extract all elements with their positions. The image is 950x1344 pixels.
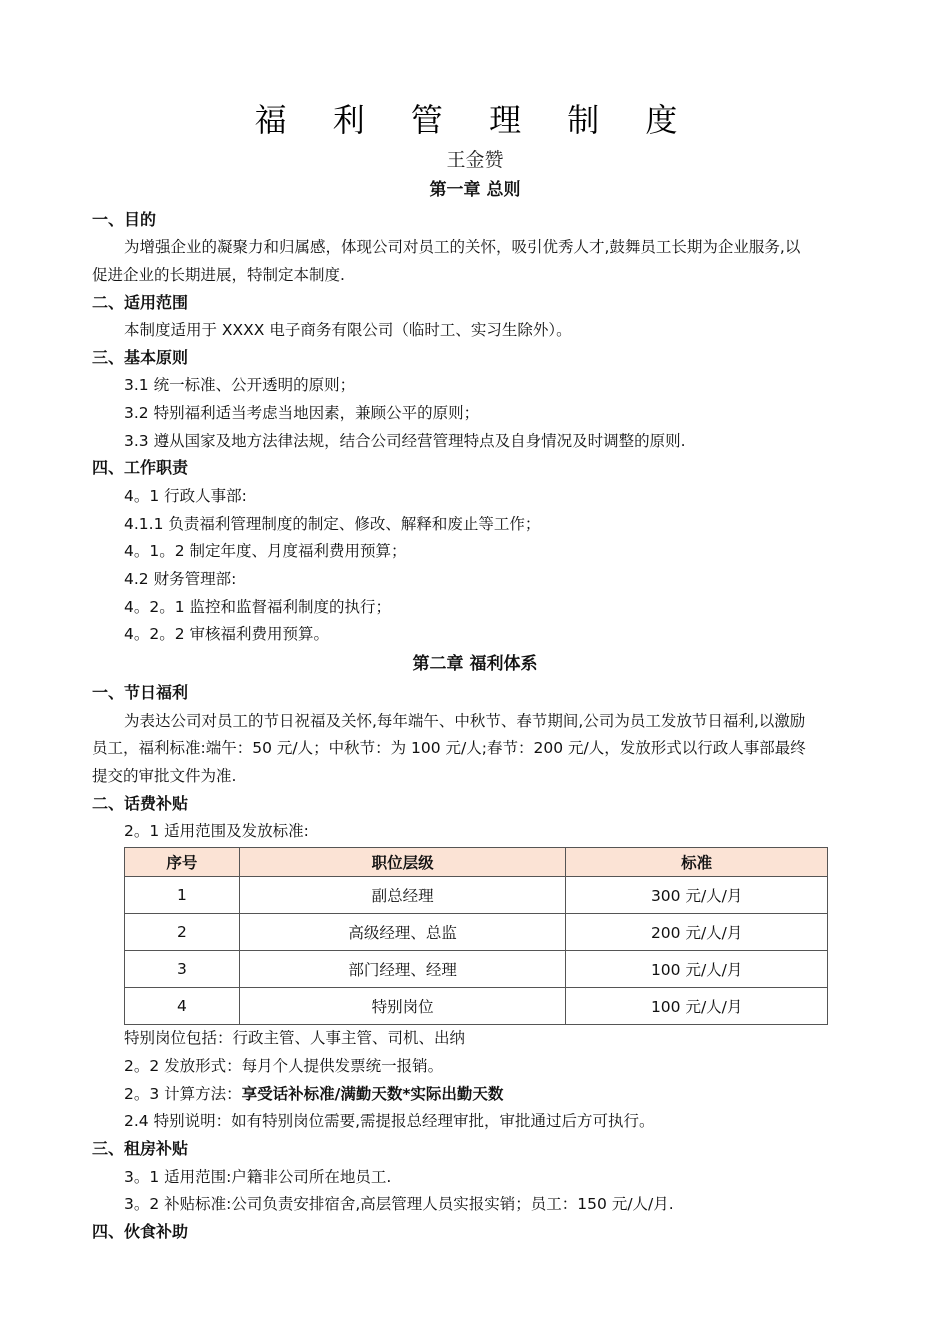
paragraph-line: 3。2 补贴标准:公司负责安排宿舍,高层管理人员实报实销；员工：150 元/人/月. bbox=[124, 1195, 674, 1213]
table-cell: 部门经理、经理 bbox=[239, 951, 566, 988]
paragraph-line bbox=[124, 1081, 503, 1107]
paragraph-line: 提交的审批文件为准. bbox=[92, 767, 237, 785]
section-heading: 二、适用范围 bbox=[92, 293, 189, 312]
table-cell: 副总经理 bbox=[239, 877, 566, 914]
table-cell: 特别岗位 bbox=[239, 988, 566, 1025]
section-heading: 一、节日福利 bbox=[92, 683, 189, 702]
section-heading: 一、目的 bbox=[92, 210, 157, 229]
section-heading: 四、工作职责 bbox=[92, 458, 189, 477]
paragraph-line: 4。2。1 监控和监督福利制度的执行； bbox=[124, 598, 392, 616]
document-author: 王金赞 bbox=[446, 149, 504, 171]
table-header-cell: 职位层级 bbox=[239, 848, 566, 877]
table-cell: 200 元/人/月 bbox=[566, 914, 828, 951]
paragraph-line: 3.3 遵从国家及地方法律法规，结合公司经营管理特点及自身情况及时调整的原则. bbox=[124, 432, 686, 450]
table-row bbox=[125, 951, 828, 988]
paragraph-line: 本制度适用于 XXXX 电子商务有限公司（临时工、实习生除外）。 bbox=[124, 321, 572, 339]
paragraph-line: 2。2 发放形式：每月个人提供发票统一报销。 bbox=[124, 1057, 444, 1075]
table-cell: 300 元/人/月 bbox=[566, 877, 828, 914]
table-header-row bbox=[125, 848, 828, 877]
paragraph-line: 3.1 统一标准、公开透明的原则； bbox=[124, 376, 356, 394]
section-heading: 三、租房补贴 bbox=[92, 1139, 189, 1158]
formula-label: 2。3 计算方法： bbox=[124, 1085, 242, 1103]
paragraph-line: 4。1。2 制定年度、月度福利费用预算； bbox=[124, 542, 407, 560]
table-header-cell: 序号 bbox=[125, 848, 240, 877]
table-cell: 2 bbox=[125, 914, 240, 951]
table-row bbox=[125, 988, 828, 1025]
table-cell: 100 元/人/月 bbox=[566, 951, 828, 988]
paragraph-line: 特别岗位包括：行政主管、人事主管、司机、出纳 bbox=[124, 1029, 466, 1047]
paragraph-line: 4。2。2 审核福利费用预算。 bbox=[124, 625, 330, 643]
table-header-cell: 标准 bbox=[566, 848, 828, 877]
table-cell: 1 bbox=[125, 877, 240, 914]
chapter-heading-2: 第二章 福利体系 bbox=[412, 654, 538, 674]
paragraph-line: 4.1.1 负责福利管理制度的制定、修改、解释和废止等工作； bbox=[124, 515, 541, 533]
paragraph-line: 为表达公司对员工的节日祝福及关怀,每年端午、中秋节、春节期间,公司为员工发放节日福利,以激励 bbox=[124, 712, 806, 730]
table-cell: 4 bbox=[125, 988, 240, 1025]
paragraph-line: 2.4 特别说明：如有特别岗位需要,需提报总经理审批，审批通过后方可执行。 bbox=[124, 1112, 655, 1130]
paragraph-line: 为增强企业的凝聚力和归属感，体现公司对员工的关怀，吸引优秀人才,鼓舞员工长期为企业服务,以 bbox=[124, 238, 801, 256]
paragraph-line: 促进企业的长期进展，特制定本制度. bbox=[92, 266, 345, 284]
chapter-heading-1: 第一章 总则 bbox=[429, 180, 521, 200]
table-row bbox=[125, 877, 828, 914]
paragraph-line: 2。1 适用范围及发放标准: bbox=[124, 822, 309, 840]
section-heading: 四、伙食补助 bbox=[92, 1222, 189, 1241]
section-heading: 二、话费补贴 bbox=[92, 794, 189, 813]
table-cell: 高级经理、总监 bbox=[239, 914, 566, 951]
paragraph-line: 员工，福利标准:端午：50 元/人；中秋节：为 100 元/人;春节：200 元/人，发放形式以行政人事部最终 bbox=[92, 739, 806, 757]
phone-allowance-table bbox=[124, 847, 828, 1025]
table-cell: 3 bbox=[125, 951, 240, 988]
section-heading: 三、基本原则 bbox=[92, 348, 189, 367]
table-row bbox=[125, 914, 828, 951]
table-cell: 100 元/人/月 bbox=[566, 988, 828, 1025]
paragraph-line: 3。1 适用范围:户籍非公司所在地员工. bbox=[124, 1168, 392, 1186]
paragraph-line: 4。1 行政人事部: bbox=[124, 487, 247, 505]
paragraph-line: 4.2 财务管理部: bbox=[124, 570, 237, 588]
paragraph-line: 3.2 特别福利适当考虑当地因素，兼顾公平的原则； bbox=[124, 404, 480, 422]
document-title: 福 利 管 理 制 度 bbox=[254, 101, 696, 139]
formula-text: 享受话补标准/满勤天数*实际出勤天数 bbox=[241, 1085, 504, 1103]
